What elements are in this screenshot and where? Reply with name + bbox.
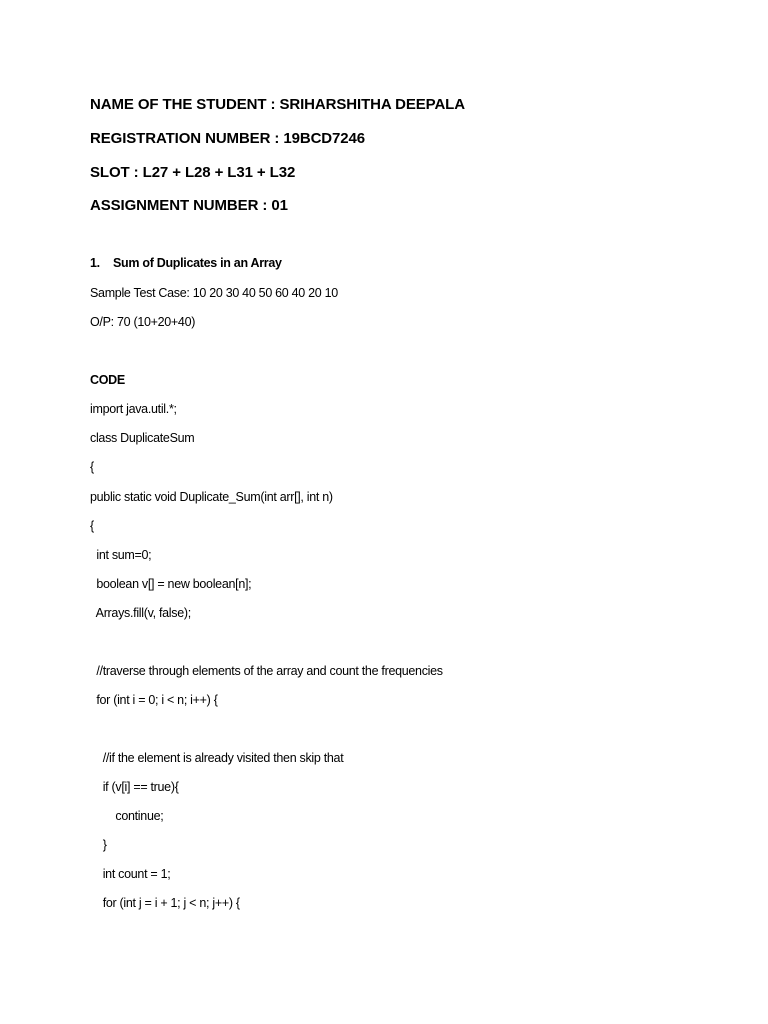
question-title: Sum of Duplicates in an Array [113,256,282,270]
code-line: boolean v[] = new boolean[n]; [90,577,252,591]
assignment-heading: ASSIGNMENT NUMBER : 01 [90,197,288,214]
code-line: for (int j = i + 1; j < n; j++) { [90,896,240,910]
code-line: { [90,460,94,474]
code-comment: //if the element is already visited then skip that [90,751,344,765]
code-line: int count = 1; [90,867,171,881]
sample-test-case: Sample Test Case: 10 20 30 40 50 60 40 20 10 [90,286,338,300]
code-comment: //traverse through elements of the array and count the frequencies [90,664,443,678]
question-number: 1. [90,256,100,270]
code-line: { [90,519,94,533]
code-line: class DuplicateSum [90,431,195,445]
code-line: for (int i = 0; i < n; i++) { [90,693,218,707]
registration-heading: REGISTRATION NUMBER : 19BCD7246 [90,130,366,147]
code-line: public static void Duplicate_Sum(int arr[], int n) [90,490,333,504]
code-line: int sum=0; [90,548,152,562]
question-title-line [90,257,282,270]
student-name-heading: NAME OF THE STUDENT : SRIHARSHITHA DEEPALA [90,96,465,113]
sample-output: O/P: 70 (10+20+40) [90,315,196,329]
code-line: if (v[i] == true){ [90,780,179,794]
code-line: Arrays.fill(v, false); [90,606,191,620]
code-line: continue; [90,809,164,823]
slot-heading: SLOT : L27 + L28 + L31 + L32 [90,164,296,181]
code-line: import java.util.*; [90,402,177,416]
code-line: } [90,838,107,852]
code-heading: CODE [90,373,125,387]
